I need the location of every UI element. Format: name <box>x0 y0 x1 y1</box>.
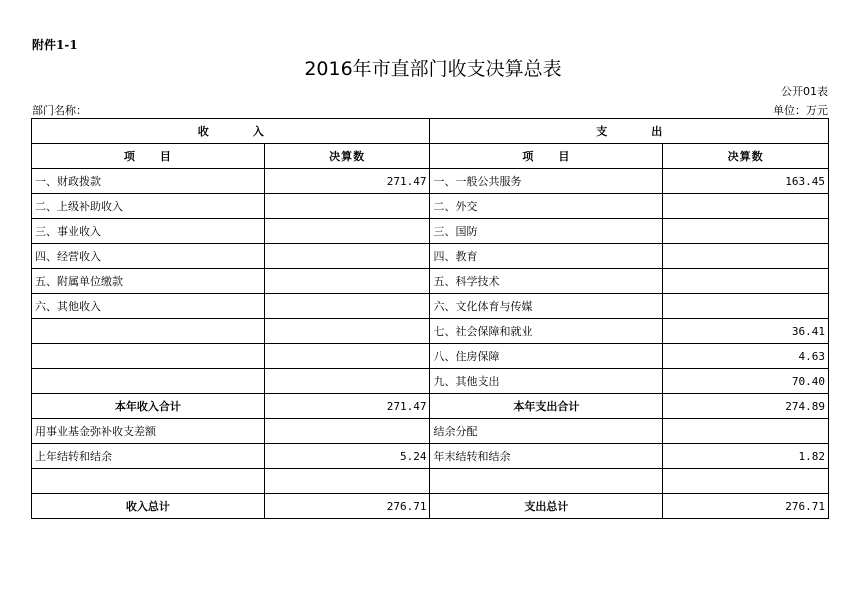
expense-item: 二、外交 <box>430 194 663 219</box>
income-amount <box>264 244 430 269</box>
unit-label: 单位：万元 <box>773 104 828 117</box>
expense-amount-header: 决算数 <box>663 144 829 169</box>
income-amount-header: 决算数 <box>264 144 430 169</box>
expense-item: 四、教育 <box>430 244 663 269</box>
income-amount <box>264 469 430 494</box>
income-grand-total-label: 收入总计 <box>32 494 265 519</box>
expense-amount <box>663 294 829 319</box>
year-total-row <box>32 394 829 419</box>
expense-amount: 1.82 <box>663 444 829 469</box>
expense-amount <box>663 219 829 244</box>
expense-year-total-amount: 274.89 <box>663 394 829 419</box>
table-row <box>32 319 829 344</box>
expense-item: 五、科学技术 <box>430 269 663 294</box>
income-amount <box>264 419 430 444</box>
income-amount <box>264 194 430 219</box>
expense-amount <box>663 244 829 269</box>
income-amount <box>264 344 430 369</box>
income-amount <box>264 269 430 294</box>
expense-grand-total-amount: 276.71 <box>663 494 829 519</box>
income-amount: 271.47 <box>264 169 430 194</box>
expense-amount: 163.45 <box>663 169 829 194</box>
expense-amount: 70.40 <box>663 369 829 394</box>
table-row <box>32 444 829 469</box>
income-year-total-label: 本年收入合计 <box>32 394 265 419</box>
expense-amount <box>663 469 829 494</box>
expense-amount <box>663 269 829 294</box>
income-item: 三、事业收入 <box>32 219 265 244</box>
income-grand-total-amount: 276.71 <box>264 494 430 519</box>
income-section-header: 收 入 <box>32 119 430 144</box>
income-item <box>32 319 265 344</box>
expense-item: 一、一般公共服务 <box>430 169 663 194</box>
form-number: 公开01表 <box>781 85 828 98</box>
table-row <box>32 244 829 269</box>
expense-item: 结余分配 <box>430 419 663 444</box>
column-header-row <box>32 144 829 169</box>
table-row <box>32 419 829 444</box>
income-item: 二、上级补助收入 <box>32 194 265 219</box>
expense-amount <box>663 419 829 444</box>
income-amount: 5.24 <box>264 444 430 469</box>
income-amount <box>264 369 430 394</box>
attachment-label: 附件1-1 <box>32 38 78 52</box>
expense-section-header: 支 出 <box>430 119 829 144</box>
table-row <box>32 369 829 394</box>
expense-item-header: 项 目 <box>430 144 663 169</box>
income-amount <box>264 219 430 244</box>
income-item: 四、经营收入 <box>32 244 265 269</box>
expense-item: 九、其他支出 <box>430 369 663 394</box>
income-item <box>32 469 265 494</box>
expense-item: 六、文化体育与传媒 <box>430 294 663 319</box>
income-item-header: 项 目 <box>32 144 265 169</box>
expense-grand-total-label: 支出总计 <box>430 494 663 519</box>
page-title: 2016年市直部门收支决算总表 <box>304 58 562 80</box>
income-item <box>32 344 265 369</box>
expense-item <box>430 469 663 494</box>
department-label: 部门名称： <box>32 104 87 117</box>
income-item: 五、附属单位缴款 <box>32 269 265 294</box>
income-item: 上年结转和结余 <box>32 444 265 469</box>
table-row <box>32 269 829 294</box>
table-row <box>32 219 829 244</box>
table-row <box>32 169 829 194</box>
table-row <box>32 344 829 369</box>
grand-total-row <box>32 494 829 519</box>
section-header-row <box>32 119 829 144</box>
income-item: 一、财政拨款 <box>32 169 265 194</box>
table-row <box>32 469 829 494</box>
expense-item: 七、社会保障和就业 <box>430 319 663 344</box>
table-row <box>32 194 829 219</box>
income-item <box>32 369 265 394</box>
income-amount <box>264 294 430 319</box>
income-amount <box>264 319 430 344</box>
expense-item: 年末结转和结余 <box>430 444 663 469</box>
budget-summary-table <box>31 118 829 519</box>
expense-amount: 4.63 <box>663 344 829 369</box>
income-item: 用事业基金弥补收支差额 <box>32 419 265 444</box>
expense-item: 八、住房保障 <box>430 344 663 369</box>
expense-year-total-label: 本年支出合计 <box>430 394 663 419</box>
income-year-total-amount: 271.47 <box>264 394 430 419</box>
table-row <box>32 294 829 319</box>
income-item: 六、其他收入 <box>32 294 265 319</box>
expense-item: 三、国防 <box>430 219 663 244</box>
expense-amount: 36.41 <box>663 319 829 344</box>
expense-amount <box>663 194 829 219</box>
